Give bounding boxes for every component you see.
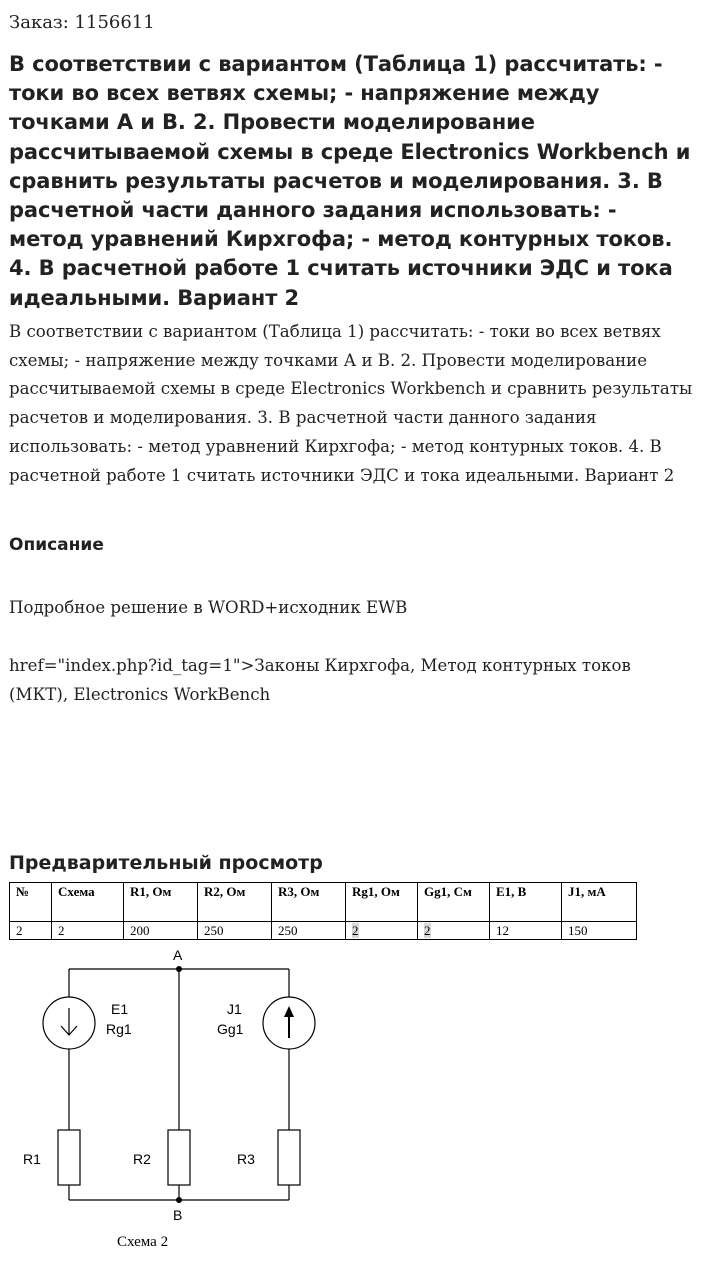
description-heading: Описание [9,535,104,555]
r2-label: R2 [133,1151,151,1167]
table-cell-value: 2 [424,923,431,938]
preview-image [9,880,639,1260]
table-header-cell: Rg1, Ом [346,883,418,922]
table-header-cell: R3, Ом [272,883,346,922]
table-header-cell: R1, Ом [124,883,198,922]
table-header-cell: R2, Ом [198,883,272,922]
gg1-label: Gg1 [217,1021,244,1037]
table-header-cell: J1, мА [562,883,637,922]
node-a-dot [176,966,182,972]
table-header-cell: № [10,883,52,922]
r3-label: R3 [237,1151,255,1167]
table-header-row [10,883,637,922]
table-cell: 2 [10,922,52,940]
table-cell: 200 [124,922,198,940]
page-title: В соответствии с вариантом (Таблица 1) рассчитать: - токи во всех ветвях схемы; - напряжение между точками А и В. 2. Провести моделирование рассчитываемой схемы в среде Electronics Workbench и сравнить результаты расчетов и моделирования. 3. В расчетной части данного задания использовать: - метод уравнений Кирхгофа; - метод контурных токов. 4. В расчетной работе 1 считать источники ЭДС и тока идеальными. Вариант 2 [9,52,691,310]
table-cell: 2 [52,922,124,940]
table-header-cell: Gg1, См [418,883,490,922]
preview-heading: Предварительный просмотр [9,852,323,874]
resistor-r1 [58,1130,80,1185]
table-cell [346,922,418,940]
circuit-caption: Схема 2 [117,1234,169,1250]
order-line [9,11,155,35]
parameters-table [9,882,637,940]
table-cell [418,922,490,940]
table-cell: 12 [490,922,562,940]
order-number: 1156611 [74,12,155,33]
table-header-cell: E1, В [490,883,562,922]
e1-label: E1 [111,1001,129,1017]
description-tags: href="index.php?id_tag=1">Законы Кирхгофа, Метод контурных токов (МКТ), Electronics WorkBench [9,656,631,704]
circuit-diagram [9,942,339,1260]
order-label: Заказ: [9,12,69,33]
table-row [10,922,637,940]
j1-label: J1 [227,1001,242,1017]
table-cell: 250 [198,922,272,940]
table-header-cell: Схема [52,883,124,922]
table-cell: 250 [272,922,346,940]
node-b-dot [176,1197,182,1203]
node-a-label: A [173,947,183,963]
description-text: Подробное решение в WORD+исходник EWB [9,598,408,617]
node-b-label: B [173,1207,183,1223]
r1-label: R1 [23,1151,41,1167]
rg1-label: Rg1 [106,1021,132,1037]
table-cell-value: 2 [352,923,359,938]
current-source-j1-arrowhead [284,1006,294,1017]
task-body: В соответствии с вариантом (Таблица 1) рассчитать: - токи во всех ветвях схемы; - напряжение между точками А и В. 2. Провести моделирование рассчитываемой схемы в среде Electronics Workbench и сравнить результаты расчетов и моделирования. 3. В расчетной части данного задания использовать: - метод уравнений Кирхгофа; - метод контурных токов. 4. В расчетной работе 1 считать источники ЭДС и тока идеальными. Вариант 2 [9,322,693,485]
resistor-r3 [278,1130,300,1185]
table-cell: 150 [562,922,637,940]
resistor-r2 [168,1130,190,1185]
